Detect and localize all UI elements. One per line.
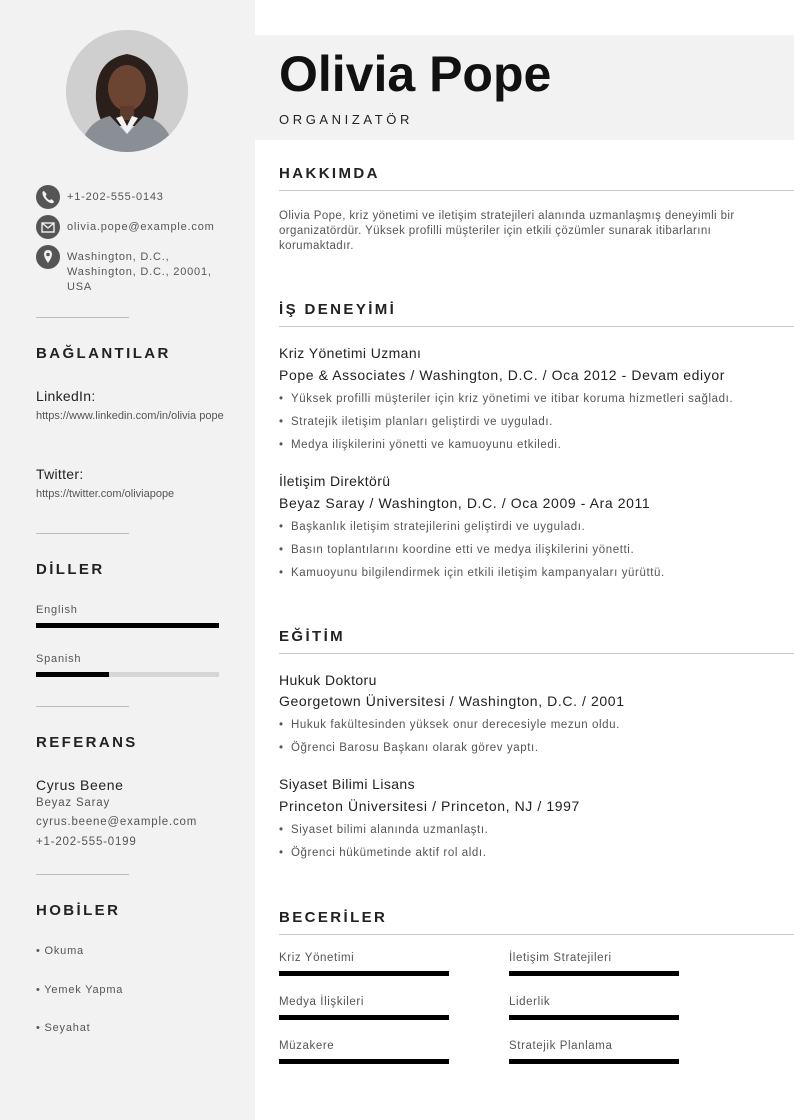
education-bullet: • Öğrenci Barosu Başkanı olarak görev yaptı.	[279, 742, 539, 754]
skill-bar	[509, 971, 679, 976]
experience-bullet: • Kamuoyunu bilgilendirmek için etkili iletişim kampanyaları yürüttü.	[279, 567, 665, 579]
skill-name: Medya İlişkileri	[279, 996, 365, 1008]
reference-org: Beyaz Saray	[36, 797, 110, 809]
skill-bar	[279, 1059, 449, 1064]
phone-text: +1-202-555-0143	[67, 191, 164, 203]
education-title: Hukuk Doktoru	[279, 672, 377, 688]
divider	[36, 317, 129, 318]
references-heading: REFERANS	[36, 734, 138, 751]
section-divider	[279, 326, 794, 327]
education-subtitle: Georgetown Üniversitesi / Washington, D.C. / 2001	[279, 693, 625, 709]
language-level-fill	[36, 623, 219, 628]
skill-name: Müzakere	[279, 1040, 335, 1052]
language-name: English	[36, 604, 78, 616]
about-text: Olivia Pope, kriz yönetimi ve iletişim stratejileri alanında uzmanlaşmış deneyimli bir organizatördür. Yüksek profilli müşteriler için etkili çözümler sunarak itibarlarını korumaktadır.	[279, 210, 735, 252]
reference-phone: +1-202-555-0199	[36, 836, 137, 848]
education-bullet: • Öğrenci hükümetinde aktif rol aldı.	[279, 847, 487, 859]
linkedin-label: LinkedIn:	[36, 388, 96, 404]
twitter-label: Twitter:	[36, 466, 84, 482]
reference-email[interactable]: cyrus.beene@example.com	[36, 816, 198, 828]
education-title: Siyaset Bilimi Lisans	[279, 776, 415, 792]
email-text[interactable]: olivia.pope@example.com	[67, 221, 215, 233]
skill-fill	[279, 971, 449, 976]
skill-name: Liderlik	[509, 996, 551, 1008]
about-heading: HAKKIMDA	[279, 165, 380, 182]
hobby-item: • Okuma	[36, 945, 84, 957]
language-level-bar	[36, 672, 219, 677]
experience-title: Kriz Yönetimi Uzmanı	[279, 345, 422, 361]
hobby-item: • Seyahat	[36, 1022, 91, 1034]
links-heading: BAĞLANTILAR	[36, 345, 171, 362]
education-bullet: • Hukuk fakültesinden yüksek onur derecesiyle mezun oldu.	[279, 719, 620, 731]
job-title: ORGANIZATÖR	[279, 112, 413, 127]
experience-bullet: • Stratejik iletişim planları geliştirdi ve uyguladı.	[279, 416, 553, 428]
skill-name: Stratejik Planlama	[509, 1040, 613, 1052]
section-divider	[279, 653, 794, 654]
language-level-fill	[36, 672, 109, 677]
divider	[36, 706, 129, 707]
experience-bullet: • Medya ilişkilerini yönetti ve kamuoyunu etkiledi.	[279, 439, 562, 451]
hobbies-heading: HOBİLER	[36, 902, 121, 919]
mail-icon	[36, 215, 60, 239]
experience-subtitle: Pope & Associates / Washington, D.C. / Oca 2012 - Devam ediyor	[279, 367, 725, 383]
experience-bullet: • Basın toplantılarını koordine etti ve medya ilişkilerini yönetti.	[279, 544, 635, 556]
experience-bullet: • Başkanlık iletişim stratejilerini geliştirdi ve uyguladı.	[279, 521, 586, 533]
twitter-url[interactable]: https://twitter.com/oliviapope	[36, 488, 175, 500]
experience-heading: İŞ DENEYİMİ	[279, 301, 397, 318]
reference-name: Cyrus Beene	[36, 777, 124, 793]
experience-bullet: • Yüksek profilli müşteriler için kriz yönetimi ve itibar koruma hizmetleri sağladı.	[279, 393, 734, 405]
skill-bar	[509, 1059, 679, 1064]
divider	[36, 533, 129, 534]
education-subtitle: Princeton Üniversitesi / Princeton, NJ / 1997	[279, 798, 580, 814]
section-divider	[279, 934, 794, 935]
linkedin-url[interactable]: https://www.linkedin.com/in/olivia pope	[36, 410, 224, 422]
portrait-photo	[66, 30, 188, 152]
skill-fill	[279, 1059, 449, 1064]
experience-subtitle: Beyaz Saray / Washington, D.C. / Oca 2009 - Ara 2011	[279, 495, 651, 511]
skill-bar	[509, 1015, 679, 1020]
skill-fill	[279, 1015, 449, 1020]
skill-fill	[509, 1059, 679, 1064]
main-content	[255, 0, 794, 1120]
skill-bar	[279, 1015, 449, 1020]
skill-fill	[509, 971, 679, 976]
skill-bar	[279, 971, 449, 976]
education-bullet: • Siyaset bilimi alanında uzmanlaştı.	[279, 824, 489, 836]
hobby-item: • Yemek Yapma	[36, 984, 124, 996]
skills-heading: BECERİLER	[279, 909, 388, 926]
education-heading: EĞİTİM	[279, 628, 346, 645]
location-icon	[36, 245, 60, 269]
skill-name: İletişim Stratejileri	[509, 952, 612, 964]
avatar	[66, 30, 188, 152]
sidebar	[0, 0, 255, 1120]
skill-fill	[509, 1015, 679, 1020]
person-name: Olivia Pope	[279, 46, 552, 102]
phone-icon	[36, 185, 60, 209]
language-name: Spanish	[36, 653, 82, 665]
language-level-bar	[36, 623, 219, 628]
address-text: Washington, D.C., Washington, D.C., 20001, USA	[67, 251, 212, 293]
experience-title: İletişim Direktörü	[279, 473, 391, 489]
divider	[36, 874, 129, 875]
skill-name: Kriz Yönetimi	[279, 952, 355, 964]
section-divider	[279, 190, 794, 191]
languages-heading: DİLLER	[36, 561, 105, 578]
